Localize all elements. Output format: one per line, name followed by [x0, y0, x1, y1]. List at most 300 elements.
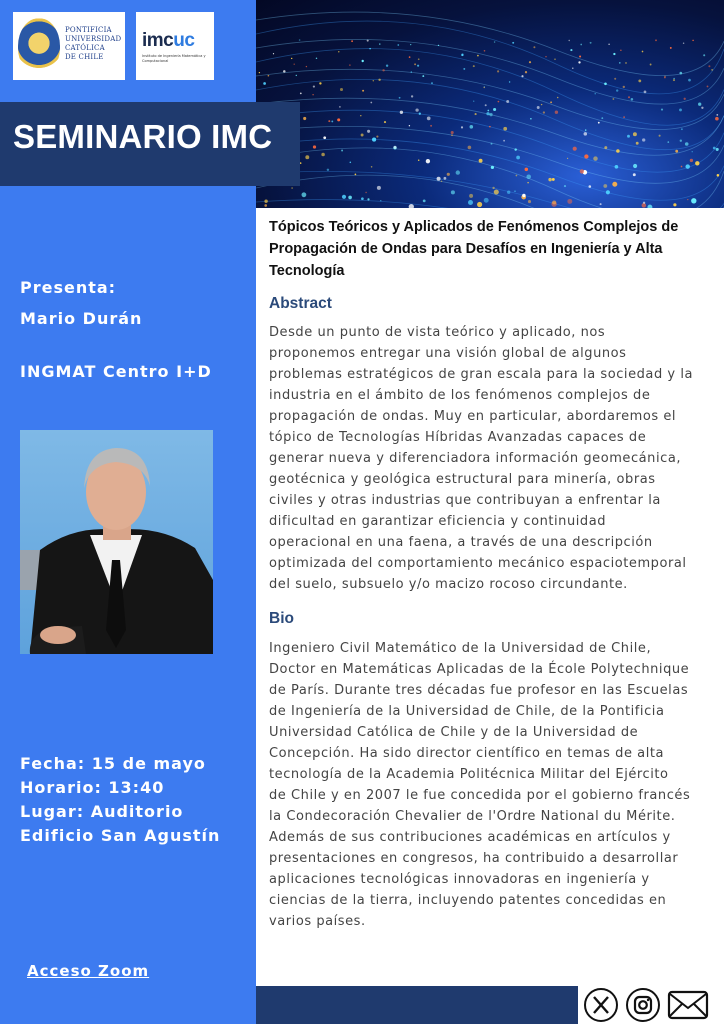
network-node: [548, 178, 551, 181]
network-node: [516, 156, 520, 160]
network-node: [691, 198, 696, 203]
network-line: [256, 139, 724, 200]
network-node: [584, 154, 588, 158]
network-node: [303, 117, 306, 120]
text-line: ciencias de la tierra, incluyendo patentes concedidas en: [269, 893, 667, 908]
network-node: [349, 64, 350, 65]
network-node: [554, 59, 555, 60]
network-node: [473, 65, 475, 67]
network-node: [370, 102, 372, 104]
network-node: [580, 169, 584, 173]
network-node: [485, 104, 487, 106]
network-node: [487, 110, 489, 112]
text-line: varios países.: [269, 914, 366, 929]
network-node: [623, 86, 625, 88]
mail-icon[interactable]: [666, 986, 704, 1024]
network-node: [550, 101, 552, 103]
network-node: [321, 153, 325, 157]
text-line: civiles y otras industrias que contribuyan a enfrentar la: [269, 493, 661, 508]
x-icon[interactable]: [582, 986, 620, 1024]
network-node: [685, 164, 689, 168]
network-node: [372, 138, 376, 142]
network-node: [361, 197, 364, 200]
network-node: [338, 51, 339, 52]
network-node: [716, 148, 719, 151]
network-node: [516, 175, 518, 177]
event-place: Lugar: Auditorio: [20, 802, 184, 821]
text-line: de Chile y en 2007 le fue concedida por el gobierno francés: [269, 788, 691, 803]
network-node: [377, 186, 381, 190]
network-node: [612, 182, 617, 187]
network-node: [484, 50, 486, 52]
network-node: [707, 85, 709, 87]
network-node: [341, 150, 343, 152]
network-node: [361, 134, 364, 137]
presenter-label: Presenta:: [20, 278, 117, 297]
network-node: [414, 63, 416, 65]
network-node: [616, 89, 618, 91]
university-crest-icon: [18, 18, 60, 74]
network-node: [379, 43, 380, 44]
network-node: [461, 126, 463, 128]
text-line: presentaciones en congresos, ha contribuido a desarrollar: [269, 851, 679, 866]
network-node: [415, 108, 418, 111]
network-node: [427, 117, 431, 121]
network-node: [642, 138, 645, 141]
network-node: [306, 66, 307, 67]
network-node: [268, 75, 270, 77]
network-node: [399, 97, 401, 99]
puc-logo: [13, 12, 125, 80]
network-graphic: [256, 0, 724, 208]
presenter-name: Mario Durán: [20, 309, 143, 328]
network-node: [685, 142, 689, 146]
network-node: [584, 132, 588, 136]
network-node: [692, 40, 694, 42]
network-node: [681, 166, 683, 168]
network-node: [604, 146, 607, 149]
text-line: Universidad Católica de Chile y de la Universidad de: [269, 725, 639, 740]
network-node: [348, 196, 352, 200]
university-name: PONTIFICIA UNIVERSIDAD CATÓLICA DE CHILE: [65, 26, 122, 61]
network-node: [470, 125, 474, 129]
network-node: [659, 135, 661, 137]
network-node: [525, 71, 527, 73]
network-node: [690, 159, 693, 162]
network-node: [469, 194, 473, 198]
network-node: [529, 61, 531, 63]
network-node: [497, 70, 499, 72]
event-building: Edificio San Agustín: [20, 826, 221, 845]
network-node: [600, 203, 602, 205]
network-node: [492, 187, 494, 189]
network-node: [419, 113, 421, 115]
text-line: de Ingeniería de la Universidad de Chile, de la Pontificia: [269, 704, 665, 719]
network-node: [362, 90, 364, 92]
text-line: tecnología de la Academia Politécnica Militar del Ejército: [269, 767, 669, 782]
network-node: [567, 158, 568, 159]
network-node: [503, 127, 507, 131]
network-node: [491, 143, 493, 145]
network-node: [418, 159, 419, 160]
network-node: [313, 86, 315, 88]
network-node: [687, 199, 688, 200]
network-line: [256, 200, 724, 208]
network-node: [367, 198, 369, 200]
network-node: [461, 53, 463, 55]
network-node: [302, 192, 307, 197]
network-node: [444, 177, 447, 180]
network-node: [642, 203, 647, 208]
network-node: [328, 120, 330, 122]
network-node: [386, 65, 388, 67]
network-node: [711, 69, 712, 70]
network-node: [673, 79, 675, 81]
network-node: [612, 98, 614, 100]
network-node: [661, 109, 663, 111]
network-node: [263, 82, 266, 85]
network-node: [692, 151, 693, 152]
network-node: [400, 111, 403, 114]
text-line: Ingeniero Civil Matemático de la Universidad de Chile,: [269, 641, 652, 656]
network-node: [393, 146, 396, 149]
network-node: [323, 136, 326, 139]
network-node: [259, 72, 260, 73]
network-node: [616, 149, 620, 153]
network-node: [567, 199, 572, 204]
network-node: [296, 75, 297, 76]
imc-tagline: Instituto de Ingeniería Matemática y Computacional: [142, 54, 206, 63]
network-node: [521, 75, 523, 77]
text-line: proponemos entregar una visión global de algunos: [269, 346, 627, 361]
network-node: [683, 42, 684, 43]
network-node: [512, 42, 514, 44]
network-node: [451, 131, 454, 134]
network-node: [541, 104, 542, 105]
network-line: [256, 39, 724, 104]
network-node: [479, 159, 483, 163]
network-node: [557, 97, 559, 99]
network-node: [589, 185, 592, 188]
network-node: [355, 174, 357, 176]
network-node: [299, 39, 301, 41]
network-node: [380, 200, 381, 201]
network-node: [468, 200, 473, 205]
network-node: [703, 54, 705, 56]
network-node: [447, 173, 450, 176]
network-line: [256, 148, 724, 208]
network-node: [623, 116, 625, 118]
network-node: [514, 148, 516, 150]
network-node: [273, 53, 274, 54]
network-node: [615, 165, 619, 169]
network-node: [593, 156, 597, 160]
text-line: problemas estratégicos de gran escala para la sociedad y la: [269, 367, 694, 382]
network-node: [555, 111, 558, 114]
network-node: [601, 117, 603, 119]
network-node: [595, 93, 596, 94]
network-node: [627, 135, 630, 138]
network-node: [633, 164, 637, 168]
network-node: [409, 56, 411, 58]
network-node: [489, 126, 491, 128]
text-line: dificultad en garantizar eficiencia y continuidad: [269, 514, 607, 529]
network-node: [441, 181, 443, 183]
network-node: [283, 70, 286, 73]
network-node: [679, 72, 682, 75]
text-line: la Condecoración Chevalier de l'Ordre National du Mérite.: [269, 809, 676, 824]
network-node: [543, 111, 545, 113]
network-node: [426, 159, 430, 163]
event-time: Horario: 13:40: [20, 778, 165, 797]
network-node: [362, 60, 364, 62]
network-node: [580, 44, 582, 46]
network-node: [477, 55, 479, 57]
network-node: [628, 96, 630, 98]
network-node: [713, 147, 716, 150]
network-node: [491, 166, 494, 169]
network-node: [342, 195, 346, 199]
network-node: [494, 41, 496, 43]
network-node: [598, 122, 600, 124]
network-node: [552, 178, 555, 181]
network-node: [316, 58, 317, 59]
network-node: [463, 68, 465, 70]
network-node: [530, 118, 532, 120]
network-node: [717, 174, 720, 177]
network-node: [537, 106, 540, 109]
network-node: [365, 192, 366, 193]
network-node: [397, 44, 399, 46]
network-node: [369, 48, 371, 50]
network-node: [409, 125, 410, 126]
imc-logo: [136, 12, 214, 80]
network-node: [633, 173, 636, 176]
network-node: [715, 117, 719, 121]
network-node: [514, 190, 516, 192]
network-node: [650, 64, 652, 66]
imc-wordmark: imcuc: [142, 30, 195, 51]
network-node: [527, 182, 528, 183]
text-line: Concepción. Ha sido director científico en temas de alta: [269, 746, 665, 761]
network-node: [456, 170, 460, 174]
network-node: [680, 140, 682, 142]
network-node: [340, 88, 343, 91]
network-node: [294, 63, 295, 64]
network-node: [409, 204, 414, 208]
network-node: [684, 98, 686, 100]
portrait-illustration: [20, 430, 213, 654]
network-node: [673, 78, 675, 80]
network-node: [382, 69, 384, 71]
network-node: [673, 203, 676, 206]
network-node: [578, 61, 580, 63]
network-node: [545, 56, 546, 57]
talk-title: Tópicos Teóricos y Aplicados de Fenómenos Complejos de Propagación de Ondas para Desafíos en Ingeniería y Alta Tecnología: [269, 219, 679, 279]
text-line: de París. Durante tres décadas fue profesor en las Escuelas: [269, 683, 689, 698]
zoom-access-link[interactable]: Acceso Zoom: [27, 962, 150, 980]
text-line: del suelo, subsuelo y/o macizo rocoso circundante.: [269, 577, 628, 592]
network-node: [509, 81, 510, 82]
network-node: [579, 55, 581, 57]
event-date: Fecha: 15 de mayo: [20, 754, 206, 773]
network-node: [636, 142, 639, 145]
network-node: [701, 107, 703, 109]
network-node: [688, 79, 691, 82]
instagram-icon[interactable]: [624, 986, 662, 1024]
network-node: [411, 71, 412, 72]
network-node: [573, 147, 577, 151]
bio-text: [269, 638, 709, 932]
network-node: [437, 177, 441, 181]
network-node: [351, 40, 353, 42]
network-node: [638, 79, 641, 82]
network-node: [411, 95, 413, 97]
network-node: [655, 39, 657, 41]
bio-heading: Bio: [269, 610, 294, 627]
text-line: Doctor en Matemáticas Aplicadas de la École Polytechnique: [269, 662, 690, 677]
network-node: [533, 46, 535, 48]
network-node: [337, 118, 340, 121]
text-line: Desde un punto de vista teórico y aplicado, nos: [269, 325, 606, 340]
network-node: [572, 68, 573, 69]
network-node: [608, 43, 610, 45]
network-node: [590, 42, 592, 44]
abstract-text: [269, 322, 709, 595]
network-node: [528, 200, 531, 203]
network-node: [494, 189, 499, 194]
network-node: [422, 75, 424, 77]
network-node: [339, 106, 341, 108]
network-line: [256, 175, 724, 208]
text-line: operacional en una faena, a través de una descripción: [269, 535, 653, 550]
network-node: [312, 94, 313, 95]
text-line: industria en el ámbito de los fenómenos complejos de: [269, 388, 651, 403]
network-node: [305, 155, 309, 159]
network-node: [503, 140, 505, 142]
network-node: [619, 62, 621, 64]
text-line: optimizada del comportamiento mecánico espaciotemporal: [269, 556, 687, 571]
network-node: [475, 113, 477, 115]
presenter-affiliation: INGMAT Centro I+D: [20, 362, 212, 381]
network-node: [417, 65, 419, 67]
network-node: [507, 191, 510, 194]
text-line: aplicaciones tecnológicas innovadoras en ingeniería y: [269, 872, 650, 887]
network-node: [468, 146, 472, 150]
abstract-heading: Abstract: [269, 295, 332, 312]
network-node: [604, 82, 607, 85]
network-node: [585, 129, 586, 130]
network-node: [313, 145, 316, 148]
text-line: Además de sus contribuciones académicas en artículos y: [269, 830, 671, 845]
network-node: [371, 166, 373, 168]
network-node: [451, 190, 455, 194]
network-line: [256, 21, 724, 94]
network-node: [438, 45, 439, 46]
network-line: [256, 69, 724, 129]
network-node: [695, 161, 699, 165]
presenter-photo: [20, 430, 213, 654]
network-node: [614, 78, 616, 80]
network-node: [367, 130, 370, 133]
network-node: [522, 194, 525, 197]
network-node: [631, 98, 634, 101]
network-node: [493, 108, 496, 111]
network-node: [264, 200, 267, 203]
network-node: [644, 91, 647, 94]
network-node: [667, 141, 669, 143]
network-node: [679, 108, 682, 111]
hero-network-image: [256, 0, 724, 208]
network-node: [564, 185, 566, 187]
network-node: [526, 175, 531, 180]
text-line: generar nueva y diferenciadora información geomecánica,: [269, 451, 682, 466]
network-node: [410, 44, 411, 45]
network-node: [633, 132, 637, 136]
network-node: [613, 53, 615, 55]
network-node: [569, 40, 570, 41]
network-node: [477, 202, 482, 207]
network-node: [603, 184, 607, 188]
network-node: [291, 187, 293, 189]
network-node: [647, 205, 652, 208]
network-node: [643, 202, 645, 204]
network-line: [256, 110, 724, 172]
network-node: [642, 51, 644, 53]
network-node: [373, 80, 374, 81]
page-title: SEMINARIO IMC: [13, 118, 273, 155]
footer-bar: [256, 986, 578, 1024]
network-node: [319, 82, 321, 84]
network-node: [300, 93, 302, 95]
network-node: [360, 115, 361, 116]
network-node: [486, 112, 489, 115]
network-node: [489, 113, 492, 116]
network-node: [378, 79, 380, 81]
network-node: [698, 103, 701, 106]
network-node: [625, 62, 626, 63]
network-node: [331, 120, 333, 122]
text-line: geotécnica y geológica estructural para minería, obras: [269, 472, 656, 487]
network-node: [367, 40, 369, 42]
network-node: [350, 162, 352, 164]
network-node: [675, 150, 678, 153]
text-line: tópico de Tecnologías Híbridas Avanzadas capaces de: [269, 430, 647, 445]
network-line: [256, 126, 724, 183]
network-node: [484, 198, 489, 203]
network-node: [620, 50, 621, 51]
network-node: [451, 134, 453, 136]
network-node: [483, 87, 484, 88]
network-node: [664, 77, 666, 79]
network-node: [708, 65, 710, 67]
network-node: [430, 125, 432, 127]
network-node: [506, 100, 509, 103]
network-node: [570, 49, 572, 51]
network-node: [606, 190, 610, 194]
network-node: [291, 58, 292, 59]
network-node: [327, 169, 329, 171]
network-node: [716, 114, 718, 116]
network-node: [384, 121, 386, 123]
network-node: [423, 200, 426, 203]
network-node: [552, 200, 556, 204]
network-node: [525, 168, 528, 171]
network-node: [670, 47, 672, 49]
network-node: [376, 136, 378, 138]
network-node: [431, 82, 433, 84]
network-node: [473, 101, 474, 102]
